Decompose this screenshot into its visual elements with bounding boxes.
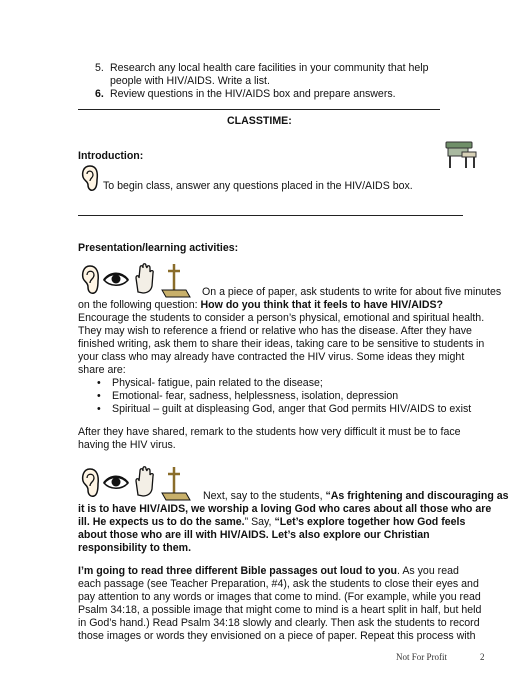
paragraph-1-line-2-plain: on the following question: (78, 299, 201, 311)
paragraph-4-line-1-plain: . As you read (397, 565, 459, 577)
paragraph-4-line-3: pay attention to any words or images that come to mind. (For example, while you read (78, 591, 481, 603)
item-5-line-2: people with HIV/AIDS. Write a list. (110, 75, 270, 87)
paragraph-3-line-2: it is to have HIV/AIDS, we worship a loving God who cares about all those who are (78, 503, 492, 515)
paragraph-4-line-4: Psalm 34:18, a possible image that might come to mind is a heart split in half, but held (78, 604, 482, 616)
ear-icon (80, 164, 100, 192)
paragraph-3-line-5: responsibility to them. (78, 542, 192, 554)
paragraph-3-line-3 (78, 516, 465, 529)
ear-icon (83, 469, 99, 496)
presentation-heading: Presentation/learning activities: (78, 242, 239, 254)
bullet-item-spiritual: Spiritual – guilt at displeasing God, anger that God permits HIV/AIDS to exist (112, 403, 472, 415)
paragraph-1-line-3: Encourage the students to consider a person’s physical, emotional and spiritual health. (78, 312, 485, 324)
item-5-number: 5. (95, 62, 104, 74)
paragraph-1-line-5: finished writing, ask them to share their ideas, taking care to be sensitive to students in (78, 338, 485, 350)
section-divider-bottom (78, 215, 463, 216)
bullet-item-physical: Physical- fatigue, pain related to the disease; (112, 377, 323, 389)
paragraph-1-line-1: On a piece of paper, ask students to write for about five minutes (202, 286, 502, 298)
hand-icon (136, 264, 153, 293)
paragraph-2-line-1: After they have shared, remark to the students how very difficult it must be to face (78, 426, 461, 438)
paragraph-3-line-1 (203, 490, 509, 503)
hand-icon (136, 467, 153, 496)
footer-label: Not For Profit (396, 652, 448, 662)
paragraph-1-line-2 (78, 299, 443, 312)
paragraph-1-question: How do you think that it feels to have HIV/AIDS? (200, 299, 444, 311)
paragraph-2-line-2: having the HIV virus. (78, 439, 176, 451)
paragraph-1-line-6: your class who may already have contracted the HIV virus. Some ideas they might (78, 351, 465, 363)
page-number: 2 (480, 652, 485, 662)
cross-book-icon (162, 467, 190, 500)
bullet-marker: • (97, 377, 101, 389)
cross-book-icon (162, 264, 190, 297)
item-6-text: Review questions in the HIV/AIDS box and prepare answers. (110, 88, 396, 100)
bullet-item-emotional: Emotional- fear, sadness, helplessness, isolation, depression (112, 390, 399, 402)
eye-icon (104, 476, 128, 488)
paragraph-1-line-7: share are: (78, 364, 126, 376)
ear-icon (83, 266, 99, 293)
school-desk-icon (444, 138, 478, 170)
paragraph-4-line-1-bold: I’m going to read three different Bible passages out loud to you (78, 565, 398, 577)
item-5-line-1: Research any local health care facilities in your community that help (110, 62, 429, 74)
paragraph-4-line-6: those images or words they envisioned on a piece of paper. Repeat this process with (78, 630, 476, 642)
bullet-marker: • (97, 390, 101, 402)
item-6-number: 6. (95, 88, 104, 100)
introduction-text: To begin class, answer any questions placed in the HIV/AIDS box. (103, 180, 413, 192)
paragraph-3-line-1-bold: “As frightening and discouraging as (325, 490, 509, 502)
bullet-marker: • (97, 403, 101, 415)
paragraph-3-line-3-plain: ” Say, (244, 516, 275, 528)
paragraph-3-line-3-bold-2: “Let’s explore together how God feels (274, 516, 466, 528)
paragraph-3-line-1-plain: Next, say to the students, (203, 490, 326, 502)
section-divider-top (78, 109, 440, 110)
introduction-heading: Introduction: (78, 150, 144, 162)
paragraph-3-line-3-bold: ill. He expects us to do the same. (78, 516, 245, 528)
eye-icon (104, 273, 128, 285)
senses-icon-group-2 (80, 463, 200, 503)
paragraph-1-line-4: They may wish to reference a friend or relative who has the disease. After they have (78, 325, 472, 337)
paragraph-3-line-4: about those who are ill with HIV/AIDS. Let’s also explore our Christian (78, 529, 430, 541)
paragraph-4-line-5: in God’s hand.) Read Psalm 34:18 slowly and clearly. Then ask the students to record (78, 617, 480, 629)
paragraph-4-line-2: each passage (see Teacher Preparation, #4), ask the students to close their eyes and (78, 578, 479, 590)
paragraph-4-line-1 (78, 565, 459, 578)
classtime-heading: CLASSTIME: (227, 115, 292, 127)
senses-icon-group-1 (80, 260, 200, 300)
